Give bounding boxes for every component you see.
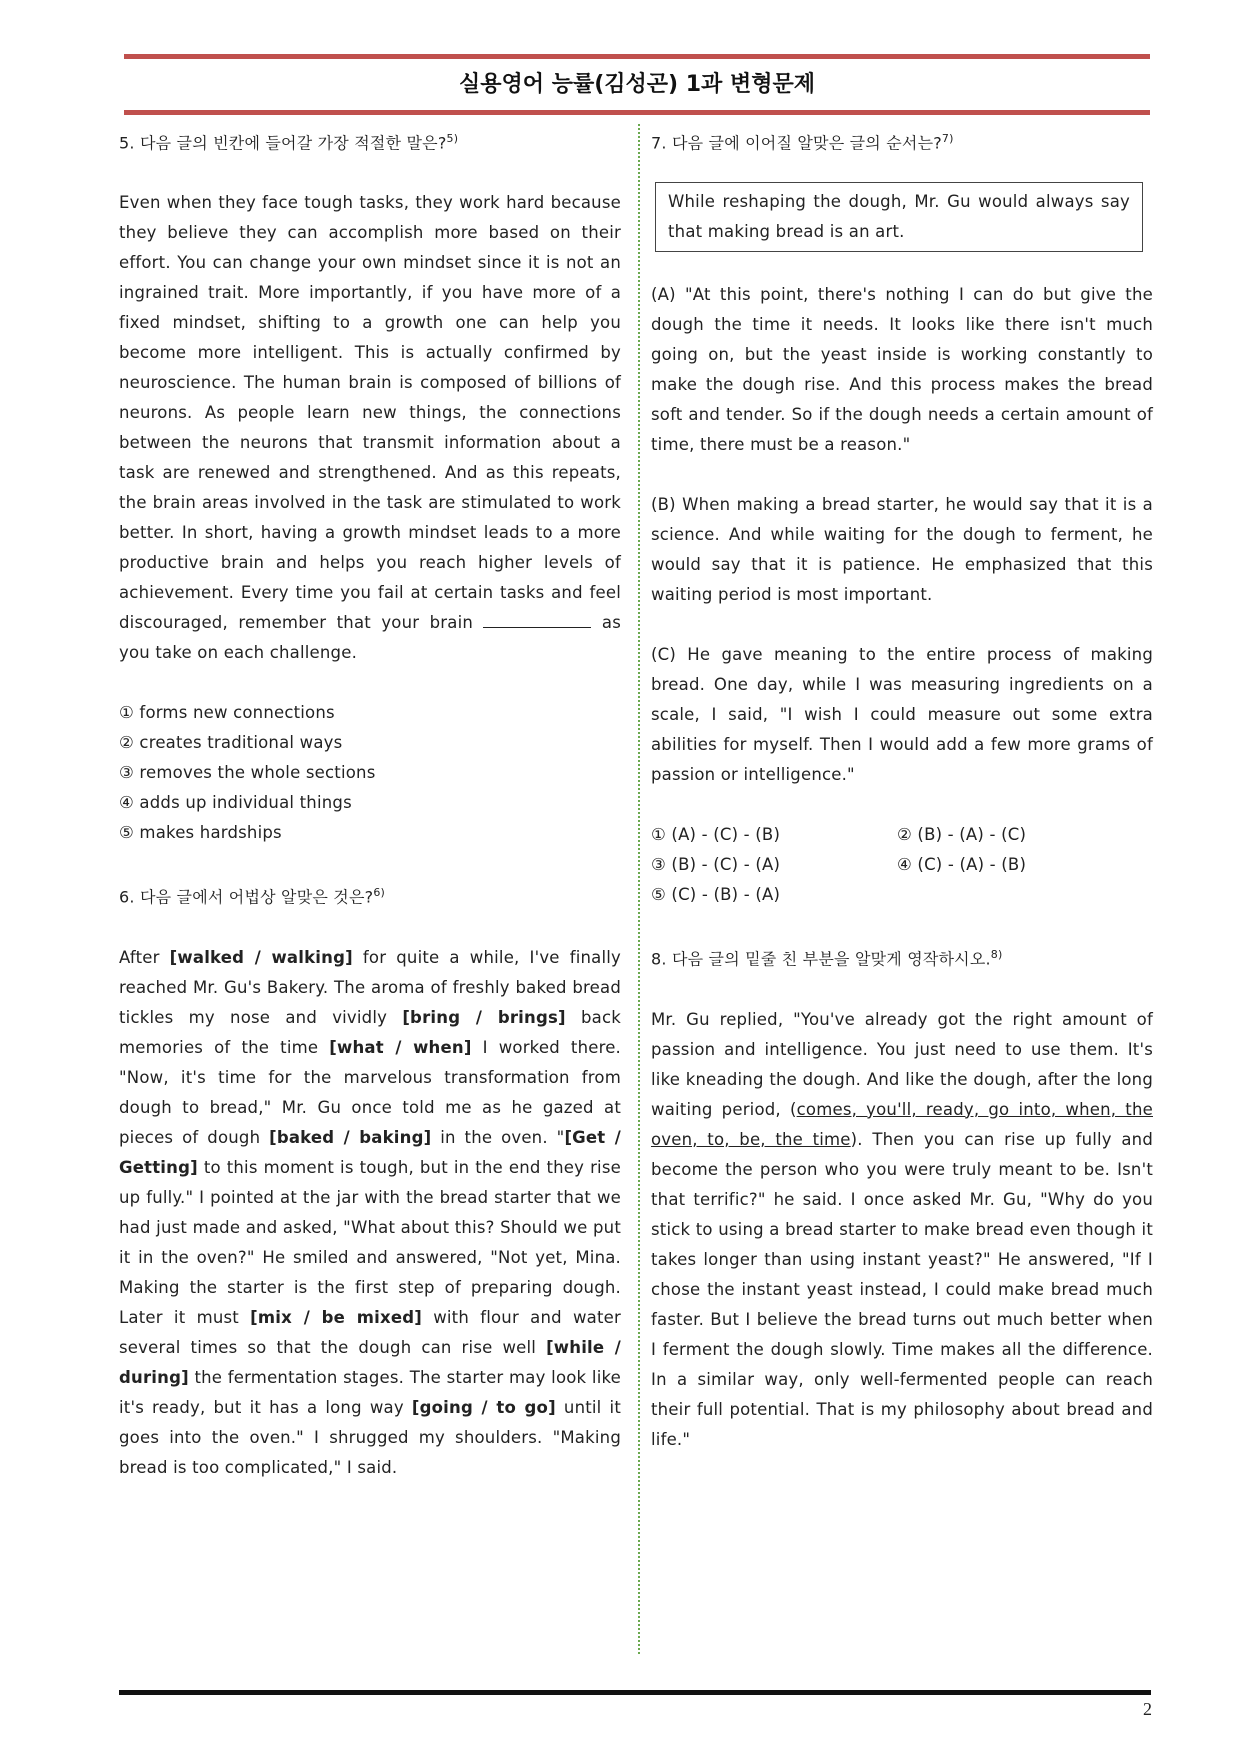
underlined-phrase: comes, you'll, ready, go into, when, the oven, to, be, the time bbox=[651, 1099, 1153, 1149]
grammar-option: [while / during] bbox=[119, 1337, 622, 1387]
choice-item: ⑤ (C) - (B) - (A) bbox=[651, 885, 781, 905]
question-6-passage: After [walked / walking] for quite a while, I've finally reached Mr. Gu's Bakery. The aroma of freshly baked bread tickles my nose and vividly [bring / brings] back memories of the time [what / when] I worked there. "Now, it's time for the marvelous transformation from dough to bread," Mr. Gu once told me as he gazed at pieces of dough [baked / baking] in the oven. "[Get / Getting] to this moment is tough, but in the end they rise up fully." I pointed at the jar with the bread starter that we had just made and asked, "What about this? Should we put it in the oven?" He smiled and answered, "Not yet, Mina. Making the starter is the first step of preparing dough. Later it must [mix / be mixed] with flour and water several times so that the dough can rise well [while / during] the fermentation stages. The starter may look like it's ready, but it has a long way [going / to go] until it goes into the oven." I shrugged my shoulders. "Making bread is too complicated," I said. bbox=[119, 947, 622, 1477]
grammar-option: [going / to go] bbox=[411, 1397, 556, 1417]
choice-item: ③ removes the whole sections bbox=[119, 763, 376, 783]
question-7-given-box: While reshaping the dough, Mr. Gu would always say that making bread is an art. bbox=[655, 182, 1143, 252]
footnote-marker: 6) bbox=[373, 886, 386, 900]
grammar-option: [baked / baking] bbox=[269, 1127, 432, 1147]
choice-item: ① forms new connections bbox=[119, 703, 335, 723]
question-5-passage: Even when they face tough tasks, they work hard because they believe they can accomplish more based on their effort. You can change your own mindset since it is not an ingrained trait. More importantly, if you have more of a fixed mindset, shifting to a growth one can help you become more intelligent. This is actually confirmed by neuroscience. The human brain is composed of billions of neurons. As people learn new things, the connections between the neurons that transmit information about a task are renewed and strengthened. And as this repeats, the brain areas involved in the task are stimulated to work better. In short, having a growth mindset leads to a more productive brain and helps you reach higher levels of achievement. Every time you fail at certain tasks and feel discouraged, remember that your brain as you take on each challenge. bbox=[119, 193, 622, 663]
header-bottom-rule bbox=[124, 110, 1150, 115]
choice-item: ② (B) - (A) - (C) bbox=[897, 825, 1027, 845]
choice-item: ④ (C) - (A) - (B) bbox=[897, 855, 1027, 875]
footnote-marker: 5) bbox=[446, 132, 459, 145]
page-title: 실용영어 능률(김성곤) 1과 변형문제 bbox=[459, 72, 815, 97]
choice-item: ② creates traditional ways bbox=[119, 733, 343, 753]
footnote-marker: 7) bbox=[941, 132, 954, 145]
footer-rule bbox=[119, 1690, 1151, 1695]
grammar-option: [walked / walking] bbox=[169, 947, 353, 967]
footnote-marker: 8) bbox=[990, 948, 1003, 962]
right-column bbox=[651, 124, 1153, 1485]
left-column bbox=[119, 124, 621, 1513]
header-top-rule bbox=[124, 54, 1150, 59]
page-number: 2 bbox=[1143, 1699, 1152, 1719]
grammar-option: [Get / Getting] bbox=[119, 1127, 621, 1177]
paragraph-b: (B) When making a bread starter, he would say that it is a science. And while waiting for the dough to ferment, he would say that it is patience. He emphasized that this waiting period is most important. bbox=[651, 495, 1153, 605]
grammar-option: [mix / be mixed] bbox=[250, 1307, 422, 1327]
question-5-choices bbox=[119, 698, 621, 848]
column-divider bbox=[638, 124, 640, 1654]
choice-item: ③ (B) - (C) - (A) bbox=[651, 855, 781, 875]
grammar-option: [bring / brings] bbox=[402, 1007, 566, 1027]
choice-item: ⑤ makes hardships bbox=[119, 823, 282, 843]
answer-blank bbox=[483, 609, 591, 628]
paragraph-c: (C) He gave meaning to the entire process of making bread. One day, while I was measuring ingredients on a scale, I said, "I wish I could measure out some extra abilities for myself. Then I would add a few more grams of passion or intelligence." bbox=[651, 645, 1153, 785]
paragraph-a: (A) "At this point, there's nothing I can do but give the dough the time it needs. It looks like there isn't much going on, but the yeast inside is working constantly to make the dough rise. And this process makes the bread soft and tender. So if the dough needs a certain amount of time, there must be a reason." bbox=[651, 285, 1153, 455]
question-8-title: 8. 다음 글의 밑줄 친 부분을 알맞게 영작하시오.$^{8)}$ bbox=[651, 948, 1003, 969]
question-6-title: 6. 다음 글에서 어법상 알맞은 것은?$^{6)}$ bbox=[119, 886, 386, 907]
question-7-choices bbox=[651, 820, 1153, 910]
choice-item: ① (A) - (C) - (B) bbox=[651, 825, 781, 845]
question-5-title: 5. 다음 글의 빈칸에 들어갈 가장 적절한 말은?$^{5)}$ bbox=[119, 132, 459, 153]
grammar-option: [what / when] bbox=[329, 1037, 472, 1057]
question-7-title: 7. 다음 글에 이어질 알맞은 글의 순서는?$^{7)}$ bbox=[651, 132, 954, 153]
choice-item: ④ adds up individual things bbox=[119, 793, 352, 813]
question-8-passage: Mr. Gu replied, "You've already got the right amount of passion and intelligence. You just need to use them. It's like kneading the dough. And like the dough, after the long waiting period, (comes, you'll, ready, go into, when, the oven, to, be, the time). Then you can rise up fully and become the person who you were truly meant to be. Isn't that terrific?" he said. I once asked Mr. Gu, "Why do you stick to using a bread starter to make bread even though it takes longer than using instant yeast?" He answered, "If I chose the instant yeast instead, I could make bread much faster. But I believe the bread turns out much better when I ferment the dough slowly. Time makes all the difference. In a similar way, only well-fermented people can reach their full potential. That is my philosophy about bread and life." bbox=[651, 1009, 1153, 1449]
